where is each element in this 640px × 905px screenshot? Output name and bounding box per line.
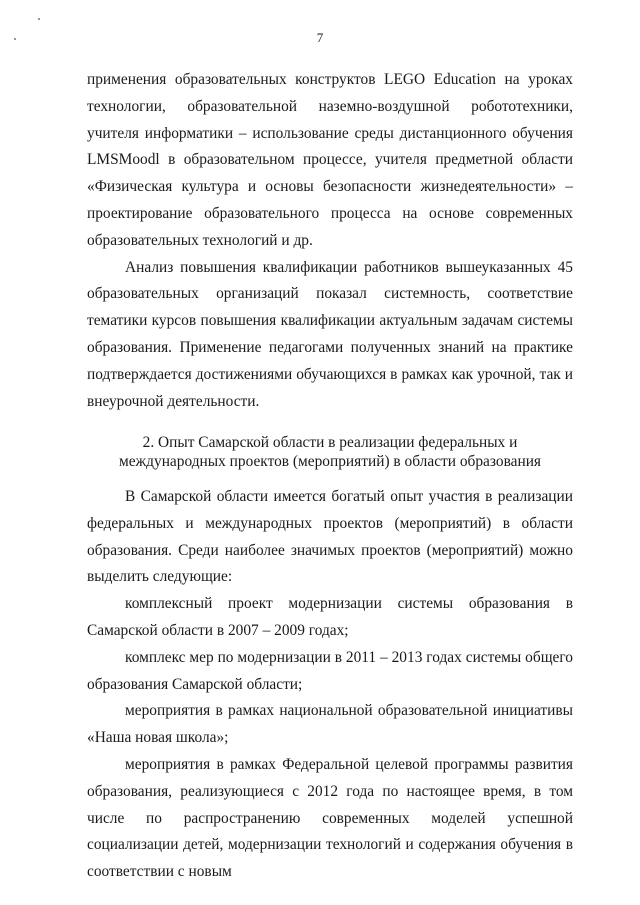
paragraph-analysis: Анализ повышения квалификации работников вышеуказанных 45 образовательных организаций показал системность, соответствие тематики курсов повышения квалификации актуальным задачам системы образования. Применение педагогами полученных знаний на практике подтверждается достижениями обучающихся в рамках как урочной, так и внеурочной деятельности.: [87, 258, 573, 410]
section-heading-line-1: 2. Опыт Самарской области в реализации федеральных и: [142, 434, 518, 451]
section-body: [87, 484, 573, 886]
list-item: комплекс мер по модернизации в 2011 – 2013 годах системы общего образования Самарской области;: [87, 648, 573, 693]
list-item: комплексный проект модернизации системы образования в Самарской области в 2007 – 2009 годах;: [87, 595, 573, 639]
page-number: 7: [316, 30, 324, 45]
list-item: мероприятия в рамках национальной образовательной инициативы «Наша новая школа»;: [87, 702, 573, 747]
scan-speck: [38, 18, 40, 20]
paragraph-continuation: применения образовательных конструктов LEGO Education на уроках технологии, образовательной наземно-воздушной робототехники, учителя информатики – использование среды дистанционного обучения LMSMoodl в образовательном процессе, учителя предметной области «Физическая культура и основы безопасности жизнедеятельности» – проектирование образовательного процесса на основе современных образовательных технологий и др.: [87, 71, 573, 249]
intro-text: [87, 67, 573, 415]
list-item: мероприятия в рамках Федеральной целевой программы развития образования, реализующиеся с 2012 года по настоящее время, в том числе по распространению современных моделей успешной социализации детей, модернизации технологий и содержания обучения в соответствии с новым: [87, 755, 573, 881]
paragraph-intro: В Самарской области имеется богатый опыт участия в реализации федеральных и международных проектов (мероприятий) в области образования. Среди наиболее значимых проектов (мероприятий) можно выделить следующие:: [87, 488, 573, 586]
section-heading-line-2: международных проектов (мероприятий) в области образования: [118, 453, 542, 470]
section-heading: [87, 433, 573, 471]
